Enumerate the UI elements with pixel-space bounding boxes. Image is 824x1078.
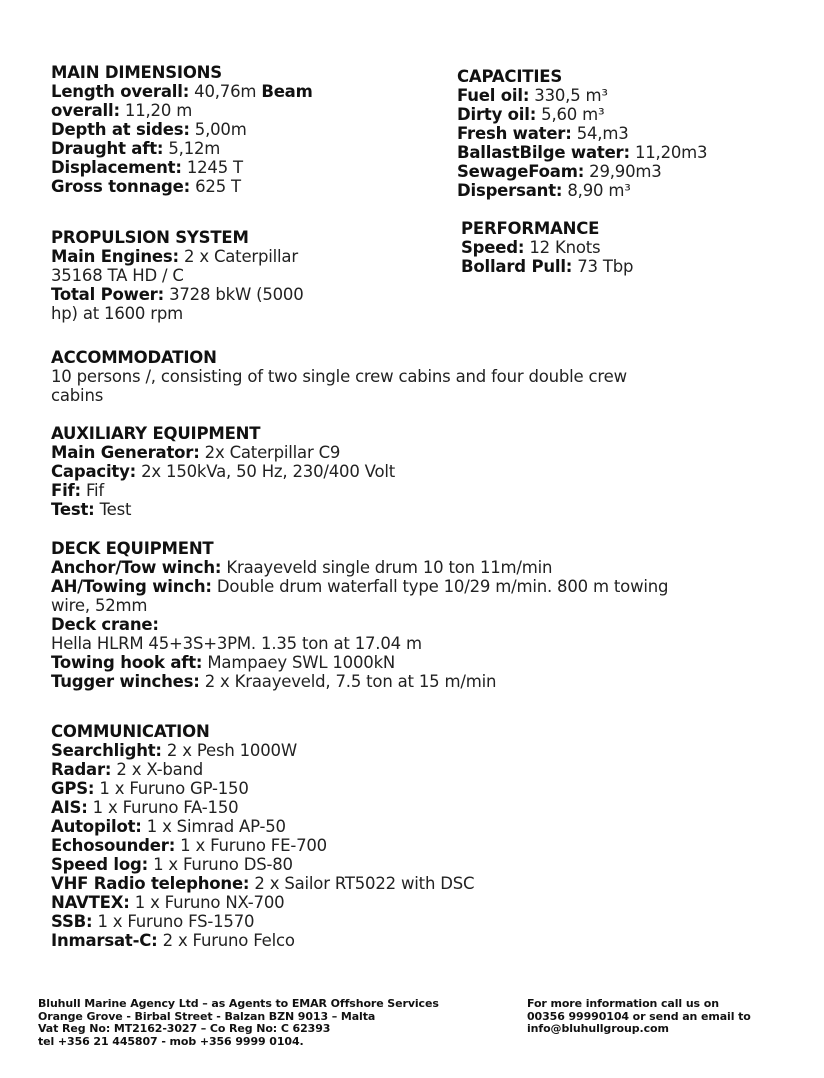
spec-value: 2 x Caterpillar (184, 247, 298, 266)
spec-value: 1 x Furuno FA-150 (92, 798, 239, 817)
accommodation-section (51, 348, 791, 405)
spec-row (51, 443, 551, 462)
spec-value: 1 x Furuno GP-150 (99, 779, 249, 798)
spec-label: Radar: (51, 760, 112, 779)
performance-section (461, 219, 761, 276)
spec-row (51, 462, 551, 481)
spec-value: Test (99, 500, 132, 519)
spec-value: 29,90m3 (589, 162, 662, 181)
spec-row (51, 82, 351, 101)
spec-label: Tugger winches: (51, 672, 200, 691)
capacities-section (457, 67, 777, 200)
spec-label: Depth at sides: (51, 120, 190, 139)
spec-row (51, 101, 351, 120)
spec-label: Fuel oil: (457, 86, 530, 105)
spec-label: Bollard Pull: (461, 257, 573, 276)
spec-label: SSB: (51, 912, 93, 931)
spec-value-continued: hp) at 1600 rpm (51, 304, 184, 323)
accommodation-text-continued: cabins (51, 386, 104, 405)
accommodation-text: 10 persons /, consisting of two single crew cabins and four double crew (51, 367, 627, 386)
spec-value: 2 x X-band (116, 760, 204, 779)
spec-label: Draught aft: (51, 139, 164, 158)
spec-label: Dispersant: (457, 181, 563, 200)
spec-row (457, 86, 777, 105)
spec-label: Speed log: (51, 855, 149, 874)
spec-value: 54,m3 (576, 124, 629, 143)
footer-contact-info (527, 998, 751, 1036)
spec-label: Fresh water: (457, 124, 572, 143)
footer-line: Vat Reg No: MT2162-3027 – Co Reg No: C 62393 (38, 1022, 331, 1035)
spec-value: Hella HLRM 45+3S+3PM. 1.35 ton at 17.04 m (51, 634, 422, 653)
spec-value: Double drum waterfall type 10/29 m/min. 800 m towing (216, 577, 669, 596)
spec-value: 2 x Kraayeveld, 7.5 ton at 15 m/min (204, 672, 497, 691)
spec-row (51, 798, 651, 817)
spec-value: 1 x Furuno DS-80 (153, 855, 293, 874)
spec-value: 5,60 m³ (541, 105, 605, 124)
spec-row (457, 162, 777, 181)
spec-value: 11,20m3 (634, 143, 708, 162)
spec-row (51, 672, 801, 691)
spec-value-continued: wire, 52mm (51, 596, 148, 615)
spec-label: GPS: (51, 779, 95, 798)
spec-label: Beam (261, 82, 313, 101)
spec-value: 2 x Pesh 1000W (166, 741, 297, 760)
footer-line: Bluhull Marine Agency Ltd – as Agents to EMAR Offshore Services (38, 997, 439, 1010)
spec-row (51, 817, 651, 836)
spec-row (51, 912, 651, 931)
spec-row (457, 124, 777, 143)
footer-line: 00356 99990104 or send an email to (527, 1009, 751, 1023)
spec-row (51, 120, 351, 139)
spec-value: 1245 T (186, 158, 243, 177)
spec-value: 625 T (195, 177, 241, 196)
spec-label: AH/Towing winch: (51, 577, 212, 596)
spec-row (51, 500, 551, 519)
spec-row (51, 653, 801, 672)
spec-value: 2x 150kVa, 50 Hz, 230/400 Volt (141, 462, 396, 481)
spec-row (457, 181, 777, 200)
footer-line: tel +356 21 445807 - mob +356 9999 0104. (38, 1034, 304, 1048)
spec-value-continued: 35168 TA HD / C (51, 266, 184, 285)
spec-row (51, 931, 651, 950)
section-title: PROPULSION SYSTEM (51, 228, 249, 247)
spec-row (51, 481, 551, 500)
spec-label: Capacity: (51, 462, 137, 481)
deck-equipment-section (51, 539, 801, 691)
spec-row (51, 779, 651, 798)
main-dimensions-section (51, 63, 351, 196)
spec-label: Anchor/Tow winch: (51, 558, 222, 577)
section-title: COMMUNICATION (51, 722, 210, 741)
spec-label: Gross tonnage: (51, 177, 191, 196)
spec-label: overall: (51, 101, 120, 120)
spec-row (51, 158, 351, 177)
section-title: CAPACITIES (457, 67, 563, 86)
spec-row (51, 139, 351, 158)
spec-label: Autopilot: (51, 817, 142, 836)
spec-value: 2x Caterpillar C9 (204, 443, 341, 462)
spec-label: Length overall: (51, 82, 190, 101)
spec-label: Towing hook aft: (51, 653, 203, 672)
spec-row (51, 177, 351, 196)
spec-value: 40,76m (194, 82, 257, 101)
spec-row (51, 741, 651, 760)
spec-value: 1 x Furuno FS-1570 (97, 912, 255, 931)
auxiliary-equipment-section (51, 424, 551, 519)
spec-row (51, 577, 801, 596)
spec-label: Deck crane: (51, 615, 159, 634)
spec-row (51, 874, 651, 893)
spec-label: NAVTEX: (51, 893, 130, 912)
section-title: MAIN DIMENSIONS (51, 63, 222, 82)
spec-label: Displacement: (51, 158, 182, 177)
communication-section (51, 722, 651, 950)
spec-row (461, 238, 761, 257)
footer-line: Orange Grove - Birbal Street - Balzan BZN 9013 – Malta (38, 1009, 376, 1023)
spec-value: 11,20 m (124, 101, 193, 120)
footer-email-link[interactable]: info@bluhullgroup.com (527, 1022, 669, 1035)
spec-row (51, 558, 801, 577)
spec-label: Main Generator: (51, 443, 200, 462)
spec-value: 5,12m (168, 139, 221, 158)
spec-value: Kraayeveld single drum 10 ton 11m/min (226, 558, 553, 577)
spec-label: VHF Radio telephone: (51, 874, 250, 893)
spec-value: 1 x Simrad AP-50 (146, 817, 286, 836)
spec-label: AIS: (51, 798, 88, 817)
spec-label: Test: (51, 500, 95, 519)
spec-row (51, 285, 371, 304)
section-title: ACCOMMODATION (51, 348, 217, 367)
spec-row (461, 257, 761, 276)
spec-label: Fif: (51, 481, 81, 500)
spec-label: Inmarsat-C: (51, 931, 158, 950)
spec-value: 330,5 m³ (534, 86, 608, 105)
spec-value: 73 Tbp (577, 257, 634, 276)
spec-label: SewageFoam: (457, 162, 585, 181)
section-title: DECK EQUIPMENT (51, 539, 214, 558)
spec-row (51, 760, 651, 779)
propulsion-section (51, 228, 371, 323)
spec-label: Total Power: (51, 285, 165, 304)
spec-value: 2 x Furuno Felco (162, 931, 295, 950)
spec-row (51, 893, 651, 912)
spec-row (51, 247, 371, 266)
spec-label: Searchlight: (51, 741, 162, 760)
footer-company-info (38, 998, 439, 1048)
spec-row (457, 105, 777, 124)
spec-value: 3728 bkW (5000 (169, 285, 304, 304)
section-title: PERFORMANCE (461, 219, 600, 238)
spec-label: BallastBilge water: (457, 143, 630, 162)
spec-value: 8,90 m³ (567, 181, 631, 200)
spec-label: Main Engines: (51, 247, 179, 266)
spec-value: 12 Knots (529, 238, 601, 257)
spec-value: 5,00m (194, 120, 247, 139)
spec-value: 1 x Furuno FE-700 (180, 836, 327, 855)
footer-line: For more information call us on (527, 997, 719, 1010)
spec-row (51, 836, 651, 855)
spec-value: 1 x Furuno NX-700 (134, 893, 285, 912)
spec-row (457, 143, 777, 162)
spec-value: 2 x Sailor RT5022 with DSC (254, 874, 475, 893)
spec-label: Echosounder: (51, 836, 176, 855)
spec-value: Mampaey SWL 1000kN (207, 653, 396, 672)
section-title: AUXILIARY EQUIPMENT (51, 424, 261, 443)
spec-row (51, 855, 651, 874)
spec-value: Fif (85, 481, 105, 500)
spec-label: Speed: (461, 238, 525, 257)
spec-label: Dirty oil: (457, 105, 537, 124)
